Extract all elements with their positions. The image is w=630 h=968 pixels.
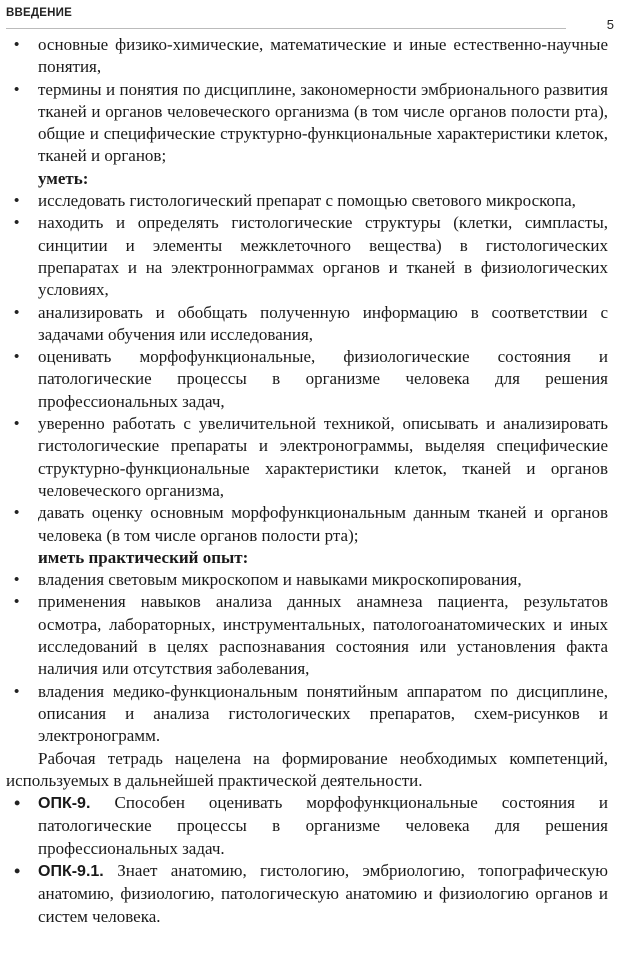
- list-item: [6, 591, 608, 680]
- list-item-text: находить и определять гистологические структуры (клетки, симпласты, синцитии и элементы межклеточного вещества) в гистологических препаратах и на электроннограммах органов и тканей в физиологических условиях,: [38, 213, 608, 300]
- list-item: [6, 34, 608, 79]
- running-header: [6, 5, 620, 31]
- intro-paragraph: Рабочая тетрадь нацелена на формирование необходимых компетенций, используемых в дальнейшей практической деятельности.: [6, 748, 608, 790]
- list-item-text: анализировать и обобщать полученную информацию в соответствии с задачами обучения или исследования,: [38, 302, 608, 344]
- be-able-heading: уметь:: [38, 168, 89, 188]
- bullet-icon: •: [14, 505, 20, 522]
- list-item: [6, 212, 608, 301]
- competency-item: [6, 792, 608, 860]
- list-item: [6, 502, 608, 547]
- section-title: ВВЕДЕНИЕ: [6, 7, 72, 19]
- list-item: [6, 346, 608, 413]
- bullet-icon: •: [14, 793, 21, 814]
- bullet-icon: •: [14, 304, 20, 321]
- bullet-icon: •: [14, 37, 20, 53]
- bullet-icon: •: [14, 572, 20, 589]
- list-item-text: термины и понятия по дисциплине, закономерности эмбрионального развития тканей и органов человеческого организма (в том числе органов полости рта), общие и специфические структурно-функциональные характеристики клеток, тканей и органов;: [38, 79, 608, 166]
- bullet-icon: •: [14, 349, 20, 366]
- bullet-icon: •: [14, 193, 20, 210]
- bullet-icon: •: [14, 683, 20, 700]
- list-item: [6, 681, 608, 748]
- competency-code: ОПК-9.1.: [38, 862, 118, 880]
- list-item-text: владения световым микроскопом и навыками микроскопирования,: [38, 570, 522, 590]
- experience-heading: иметь практический опыт:: [38, 547, 249, 567]
- list-item-text: давать оценку основным морфофункциональным данным тканей и органов человека (в том числе органов полости рта);: [38, 503, 608, 545]
- body-text: [6, 34, 608, 928]
- list-item-text: владения медико-функциональным понятийным аппаратом по дисциплине, описания и анализа гистологических препаратов, схем-рисунков и электронограмм.: [38, 681, 608, 746]
- competency-code: ОПК-9.: [38, 795, 115, 813]
- bullet-icon: •: [14, 215, 20, 232]
- competency-text: Способен оценивать морфофункциональные состояния и патологические процессы в организме человека для решения профессиональных задач.: [38, 793, 608, 858]
- header-rule: [6, 28, 566, 29]
- competency-item: [6, 860, 608, 928]
- list-item: [6, 302, 608, 347]
- list-item-text: уверенно работать с увеличительной техникой, описывать и анализировать гистологические препараты и электронограммы, выделяя специфические структурно-функциональные характеристики клеток, тканей и органов человеческого организма,: [38, 414, 608, 500]
- bullet-icon: •: [14, 81, 20, 98]
- list-item-text: применения навыков анализа данных анамнеза пациента, результатов осмотра, лабораторных, инструментальных, патологоанатомических и иных исследований в целях распознавания состояния или установления факта наличия или отсутствия заболевания,: [38, 592, 608, 679]
- list-item-text: оценивать морфофункциональные, физиологические состояния и патологические процессы в организме человека для решения профессиональных задач,: [38, 347, 608, 411]
- bullet-icon: •: [14, 416, 20, 433]
- list-item: [6, 569, 608, 591]
- list-item-text: основные физико-химические, математические и иные естественно-научные понятия,: [38, 35, 608, 77]
- bullet-icon: •: [14, 860, 21, 881]
- bullet-icon: •: [14, 594, 20, 611]
- list-item: [6, 190, 608, 212]
- list-item-text: исследовать гистологический препарат с помощью светового микроскопа,: [38, 191, 576, 211]
- page-number: 5: [606, 17, 614, 32]
- competency-text: Знает анатомию, гистологию, эмбриологию, топографическую анатомию, физиологию, патологическую анатомию и физиологию органов и систем человека.: [38, 860, 608, 926]
- list-item: [6, 79, 608, 168]
- list-item: [6, 413, 608, 502]
